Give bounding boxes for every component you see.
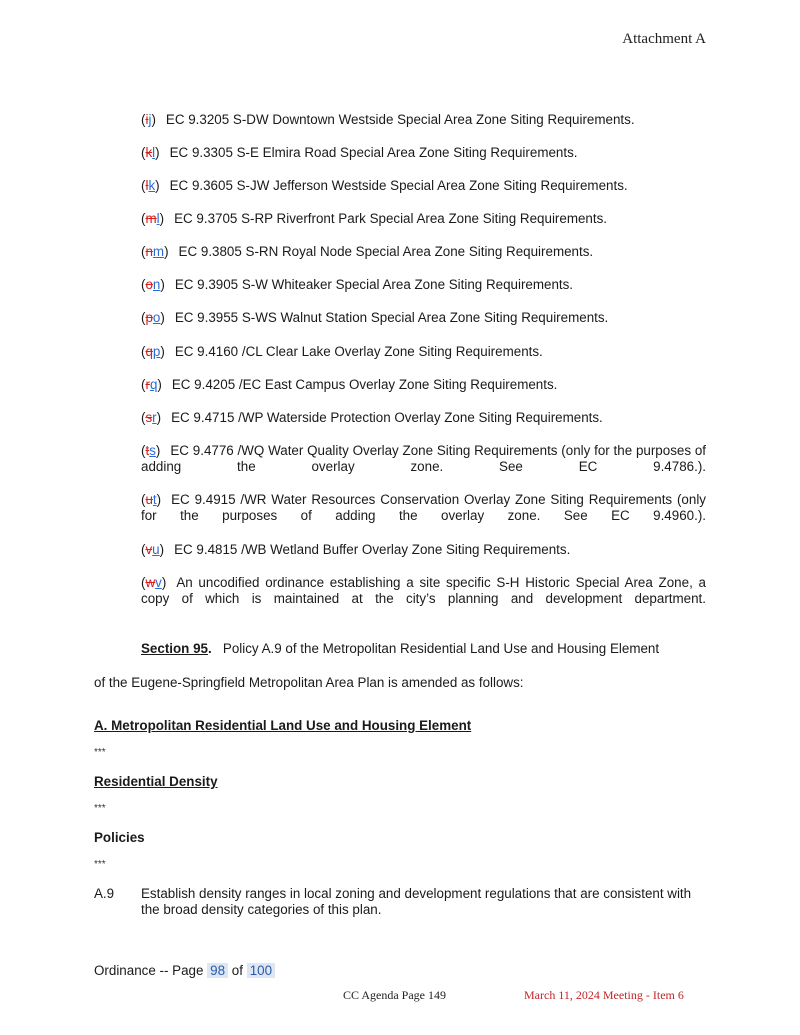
section-intro-line1: Policy A.9 of the Metropolitan Residential Land Use and Housing Element bbox=[222, 641, 660, 656]
list-item-text: EC 9.3205 S-DW Downtown Westside Special Area Zone Siting Requirements. bbox=[165, 112, 635, 127]
inserted-marker: q bbox=[149, 377, 158, 392]
density-heading: Residential Density bbox=[94, 774, 218, 789]
list-item-text: EC 9.3955 S-WS Walnut Station Special Area Zone Siting Requirements. bbox=[174, 310, 609, 325]
omission-stars: *** bbox=[94, 803, 106, 814]
deleted-marker: s bbox=[145, 410, 153, 425]
deleted-marker: w bbox=[145, 575, 156, 590]
list-item-text: EC 9.3705 S-RP Riverfront Park Special Area Zone Siting Requirements. bbox=[174, 211, 608, 226]
list-item-text: EC 9.3805 S-RN Royal Node Special Area Zone Siting Requirements. bbox=[178, 244, 594, 259]
deleted-marker: p bbox=[145, 310, 153, 325]
list-item: (lk) EC 9.3605 S-JW Jefferson Westside Special Area Zone Siting Requirements. bbox=[141, 178, 628, 193]
list-item: (on) EC 9.3905 S-W Whiteaker Special Area Zone Siting Requirements. bbox=[141, 277, 574, 292]
list-item: (po) EC 9.3955 S-WS Walnut Station Special Area Zone Siting Requirements. bbox=[141, 310, 609, 325]
policy-text: Establish density ranges in local zoning and development regulations that are consistent with the broad density categories of this plan. bbox=[141, 886, 692, 917]
deleted-marker: l bbox=[145, 178, 149, 193]
inserted-marker: p bbox=[152, 344, 161, 359]
meeting-label: March 11, 2024 Meeting - Item 6 bbox=[524, 988, 684, 1002]
list-item: (ml) EC 9.3705 S-RP Riverfront Park Special Area Zone Siting Requirements. bbox=[141, 211, 608, 226]
page-total: 100 bbox=[247, 963, 275, 978]
omission-stars: *** bbox=[94, 747, 106, 758]
attachment-label: Attachment A bbox=[622, 31, 706, 47]
inserted-marker: o bbox=[152, 310, 161, 325]
deleted-marker: o bbox=[145, 277, 153, 292]
inserted-marker: l bbox=[152, 145, 156, 160]
list-item: (ts) EC 9.4776 /WQ Water Quality Overlay Zone Siting Requirements (only for the purposes of adding the overlay zone. See EC 9.4786.). bbox=[141, 443, 706, 474]
list-item-text: EC 9.4776 /WQ Water Quality Overlay Zone Siting Requirements (only for the purposes of adding the overlay zone. See EC 9.4786.). bbox=[141, 443, 706, 474]
list-item: (qp) EC 9.4160 /CL Clear Lake Overlay Zone Siting Requirements. bbox=[141, 344, 543, 359]
inserted-marker: v bbox=[155, 575, 162, 590]
inserted-marker: u bbox=[152, 542, 160, 557]
section-title: Section 95 bbox=[141, 641, 208, 656]
deleted-marker: u bbox=[145, 492, 153, 507]
section-intro-line2: of the Eugene-Springfield Metropolitan Area Plan is amended as follows: bbox=[94, 675, 524, 690]
deleted-marker: r bbox=[145, 377, 150, 392]
inserted-marker: m bbox=[152, 244, 165, 259]
list-item-text: EC 9.4160 /CL Clear Lake Overlay Zone Siting Requirements. bbox=[174, 344, 543, 359]
deleted-marker: t bbox=[145, 443, 150, 458]
list-item: (ij) EC 9.3205 S-DW Downtown Westside Special Area Zone Siting Requirements. bbox=[141, 112, 635, 127]
list-item: (ut) EC 9.4915 /WR Water Resources Conservation Overlay Zone Siting Requirements (only for the purposes of adding the overlay zone. See EC 9.4960.). bbox=[141, 492, 706, 523]
section-intro: Section 95. Policy A.9 of the Metropolitan Residential Land Use and Housing Element bbox=[141, 641, 660, 656]
page-footer bbox=[94, 963, 275, 978]
footer-of: of bbox=[231, 963, 243, 978]
list-item-text: EC 9.4915 /WR Water Resources Conservation Overlay Zone Siting Requirements (only for the purposes of adding the overlay zone. See EC 9.4960.). bbox=[141, 492, 706, 523]
list-item: (wv) An uncodified ordinance establishing a site specific S-H Historic Special Area Zone, a copy of which is maintained at the city’s planning and development department. bbox=[141, 575, 706, 606]
deleted-marker: v bbox=[145, 542, 153, 557]
inserted-marker: r bbox=[152, 410, 157, 425]
inserted-marker: n bbox=[152, 277, 161, 292]
deleted-marker: n bbox=[145, 244, 153, 259]
deleted-marker: q bbox=[145, 344, 153, 359]
list-item: (vu) EC 9.4815 /WB Wetland Buffer Overlay Zone Siting Requirements. bbox=[141, 542, 571, 557]
footer-label: Ordinance -- Page bbox=[94, 963, 204, 978]
inserted-marker: s bbox=[149, 443, 156, 458]
inserted-marker: j bbox=[148, 112, 152, 127]
agenda-page: CC Agenda Page 149 bbox=[343, 988, 446, 1002]
list-item: (nm) EC 9.3805 S-RN Royal Node Special Area Zone Siting Requirements. bbox=[141, 244, 594, 259]
element-heading: A. Metropolitan Residential Land Use and Housing Element bbox=[94, 718, 472, 733]
inserted-marker: t bbox=[152, 492, 157, 507]
list-item-text: EC 9.4815 /WB Wetland Buffer Overlay Zone Siting Requirements. bbox=[174, 542, 571, 557]
list-item: (rq) EC 9.4205 /EC East Campus Overlay Zone Siting Requirements. bbox=[141, 377, 558, 392]
list-item: (kl) EC 9.3305 S-E Elmira Road Special Area Zone Siting Requirements. bbox=[141, 145, 578, 160]
list-item-text: EC 9.3605 S-JW Jefferson Westside Special Area Zone Siting Requirements. bbox=[169, 178, 628, 193]
page-number: 98 bbox=[207, 963, 228, 978]
list-item-text: EC 9.4205 /EC East Campus Overlay Zone Siting Requirements. bbox=[171, 377, 558, 392]
list-item-text: EC 9.3905 S-W Whiteaker Special Area Zone Siting Requirements. bbox=[174, 277, 574, 292]
deleted-marker: m bbox=[145, 211, 157, 226]
deleted-marker: k bbox=[145, 145, 153, 160]
policies-heading: Policies bbox=[94, 830, 145, 845]
list-item-text: EC 9.4715 /WP Waterside Protection Overlay Zone Siting Requirements. bbox=[171, 410, 603, 425]
inserted-marker: l bbox=[156, 211, 160, 226]
inserted-marker: k bbox=[148, 178, 156, 193]
deleted-marker: i bbox=[145, 112, 149, 127]
list-item-text: EC 9.3305 S-E Elmira Road Special Area Zone Siting Requirements. bbox=[169, 145, 578, 160]
omission-stars: *** bbox=[94, 859, 106, 870]
list-item-text: An uncodified ordinance establishing a site specific S-H Historic Special Area Zone, a copy of which is maintained at the city’s planning and development department. bbox=[141, 575, 706, 606]
policy-number: A.9 bbox=[94, 886, 115, 901]
list-item: (sr) EC 9.4715 /WP Waterside Protection Overlay Zone Siting Requirements. bbox=[141, 410, 603, 425]
